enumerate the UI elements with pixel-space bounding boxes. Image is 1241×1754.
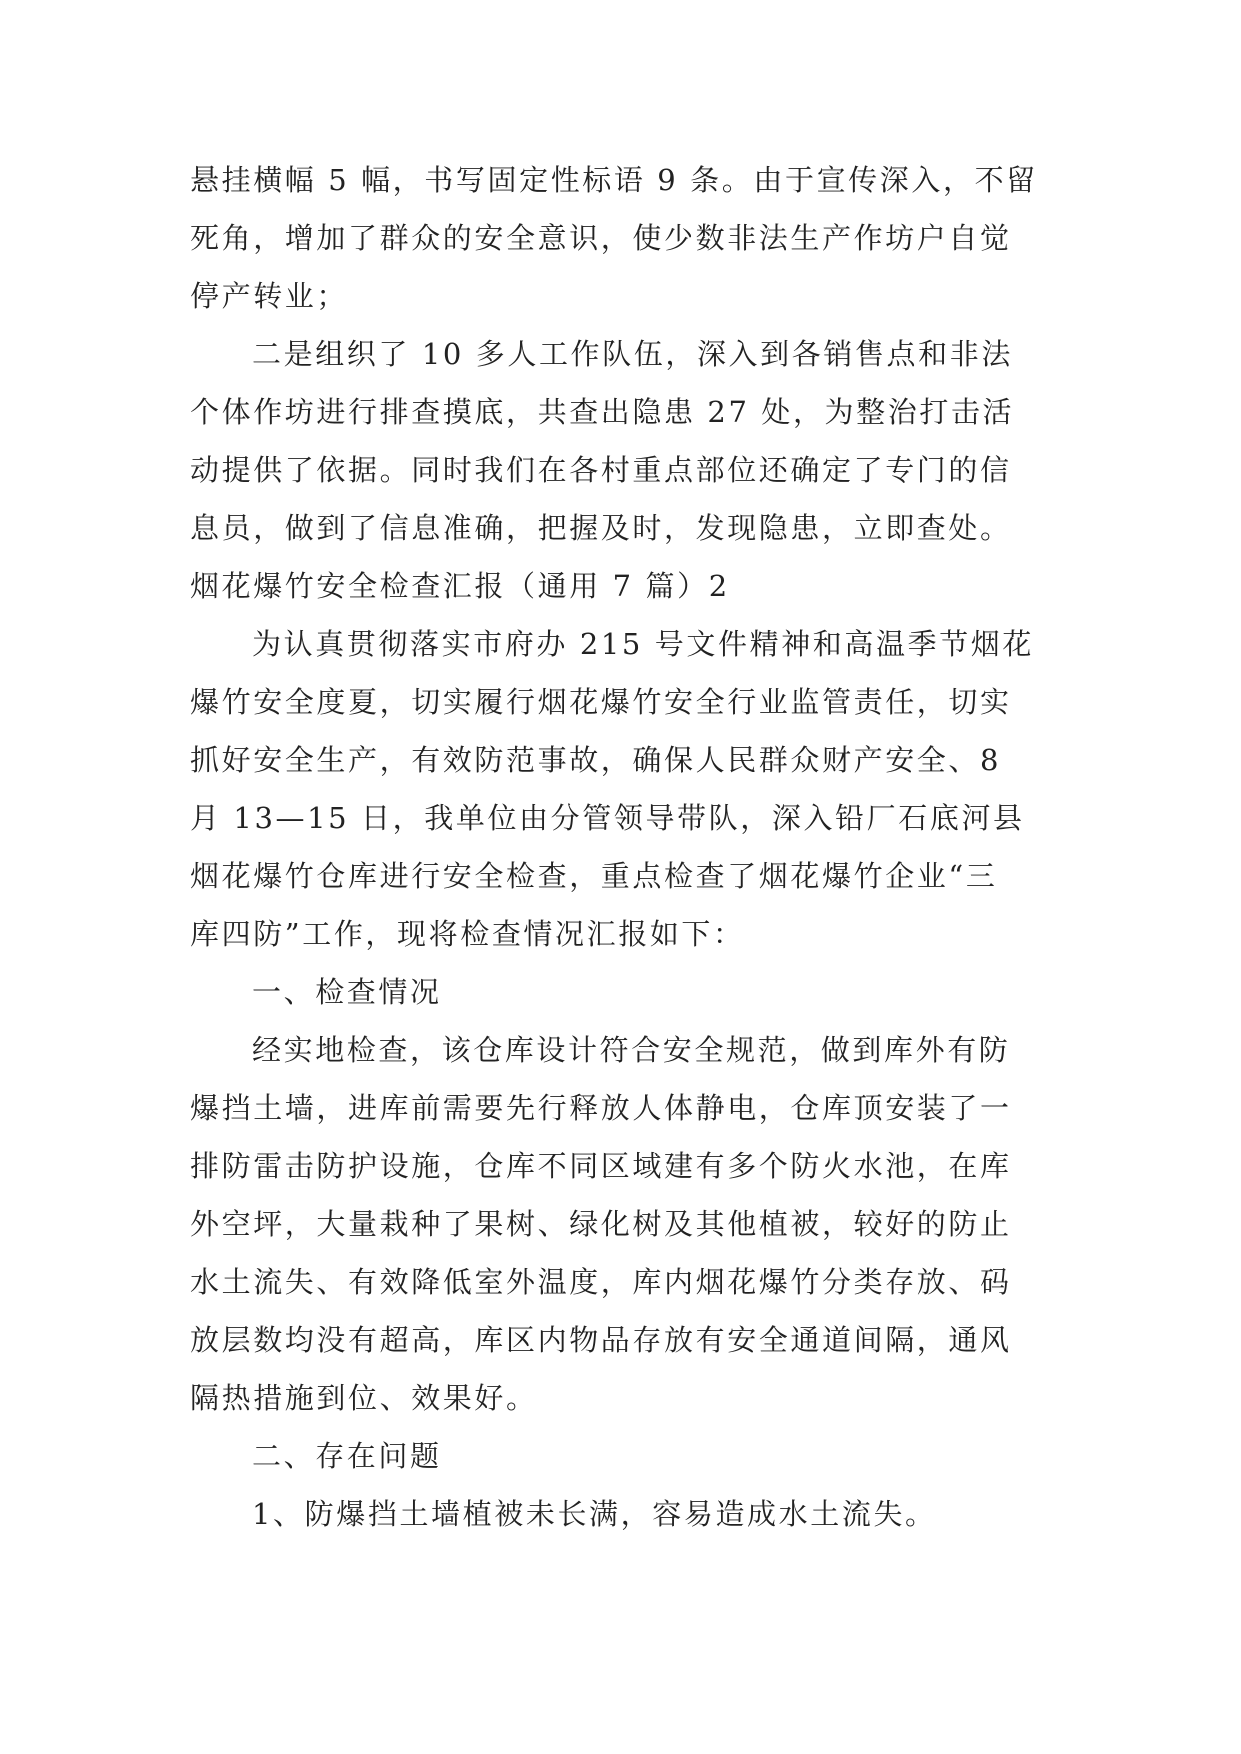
paragraph-start-line: 为认真贯彻落实市府办 215 号文件精神和高温季节烟花 (252, 627, 1034, 661)
paragraph-start-line: 二是组织了 10 多人工作队伍，深入到各销售点和非法 (252, 337, 1013, 371)
text-line-3: 停产转业； (190, 279, 349, 313)
section-title: 烟花爆竹安全检查汇报（通用 7 篇）2 (190, 569, 730, 603)
text-line-19: 外空坪，大量栽种了果树、绿化树及其他植被，较好的防止 (190, 1207, 1012, 1241)
text-line-22: 隔热措施到位、效果好。 (190, 1381, 538, 1415)
text-line-5: 个体作坊进行排查摸底，共查出隐患 27 处，为整治打击活 (190, 395, 1015, 429)
text-line-10: 爆竹安全度夏，切实履行烟花爆竹安全行业监管责任，切实 (190, 685, 1012, 719)
text-line-14: 库四防”工作，现将检查情况汇报如下： (190, 917, 745, 951)
text-line-11: 抓好安全生产，有效防范事故，确保人民群众财产安全、8 (190, 743, 1002, 777)
text-line-17: 爆挡土墙，进库前需要先行释放人体静电，仓库顶安装了一 (190, 1091, 1012, 1125)
text-line-6: 动提供了依据。同时我们在各村重点部位还确定了专门的信 (190, 453, 1012, 487)
text-line-7: 息员，做到了信息准确，把握及时，发现隐患，立即查处。 (190, 511, 1012, 545)
list-item-1: 1、防爆挡土墙植被未长满，容易造成水土流失。 (252, 1497, 937, 1531)
text-line-18: 排防雷击防护设施，仓库不同区域建有多个防火水池，在库 (190, 1149, 1012, 1183)
paragraph-start-line: 经实地检查，该仓库设计符合安全规范，做到库外有防 (252, 1033, 1011, 1067)
text-line-1: 悬挂横幅 5 幅，书写固定性标语 9 条。由于宣传深入，不留 (190, 163, 1038, 197)
subheading-issues: 二、存在问题 (252, 1439, 442, 1473)
text-line-2: 死角，增加了群众的安全意识，使少数非法生产作坊户自觉 (190, 221, 1012, 255)
text-line-20: 水土流失、有效降低室外温度，库内烟花爆竹分类存放、码 (190, 1265, 1012, 1299)
text-line-12: 月 13—15 日，我单位由分管领导带队，深入铅厂石底河县 (190, 801, 1025, 835)
text-line-13: 烟花爆竹仓库进行安全检查，重点检查了烟花爆竹企业“三 (190, 859, 998, 893)
subheading-check-status: 一、检查情况 (252, 975, 442, 1009)
text-line-21: 放层数均没有超高，库区内物品存放有安全通道间隔，通风 (190, 1323, 1012, 1357)
